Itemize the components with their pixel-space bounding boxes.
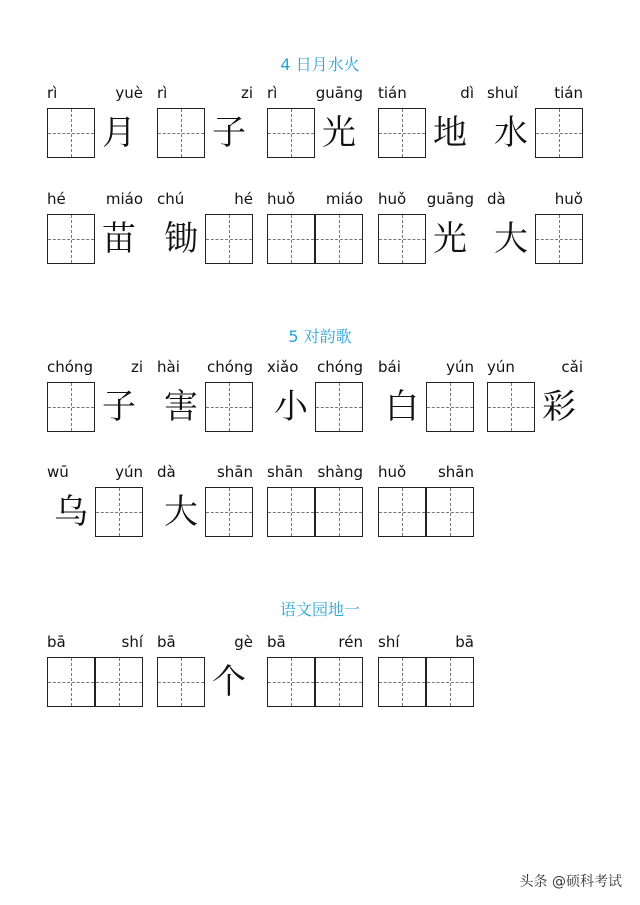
pinyin-label: cǎi <box>561 358 583 376</box>
pinyin-label: chú <box>157 190 185 208</box>
writing-grid-box[interactable] <box>315 487 363 537</box>
section-title: 语文园地一 <box>279 600 360 619</box>
writing-grid-box[interactable] <box>487 382 535 432</box>
pinyin-label: rén <box>338 633 363 651</box>
pinyin-label: bā <box>47 633 66 651</box>
pinyin-label: miáo <box>325 190 363 208</box>
pinyin-label: dà <box>487 190 506 208</box>
pinyin-label: shuǐ <box>487 84 518 102</box>
writing-grid-box[interactable] <box>267 108 315 158</box>
writing-grid-box[interactable] <box>205 214 253 264</box>
pinyin-label: shān <box>267 463 304 481</box>
writing-grid-box[interactable] <box>378 108 426 158</box>
pinyin-label: shàng <box>317 463 363 481</box>
writing-grid-box[interactable] <box>95 487 143 537</box>
pinyin-label: yún <box>487 358 515 376</box>
pinyin-label: hé <box>234 190 253 208</box>
pinyin-label: huǒ <box>267 190 296 208</box>
pinyin-label: xiǎo <box>267 358 299 376</box>
footer-watermark: 头条 @硕科考试 <box>519 874 622 890</box>
pinyin-label: bā <box>267 633 286 651</box>
pinyin-label: bái <box>378 358 401 376</box>
writing-grid-box[interactable] <box>157 657 205 707</box>
writing-grid-box[interactable] <box>315 214 363 264</box>
pinyin-label: chóng <box>47 358 93 376</box>
pinyin-label: huǒ <box>378 463 407 481</box>
pinyin-label: zi <box>130 358 143 376</box>
writing-grid-box[interactable] <box>315 382 363 432</box>
given-character: 彩 <box>542 387 576 427</box>
given-character: 白 <box>385 387 419 427</box>
pinyin-label: shān <box>216 463 253 481</box>
given-character: 地 <box>433 113 467 153</box>
pinyin-label: yún <box>115 463 143 481</box>
given-character: 苗 <box>102 219 136 259</box>
writing-grid-box[interactable] <box>267 214 315 264</box>
pinyin-label: shí <box>121 633 143 651</box>
pinyin-label: hài <box>157 358 180 376</box>
section-title: 4 日月水火 <box>280 55 360 74</box>
pinyin-label: shí <box>378 633 400 651</box>
pinyin-label: huǒ <box>554 190 583 208</box>
writing-grid-box[interactable] <box>535 214 583 264</box>
pinyin-label: chóng <box>317 358 363 376</box>
pinyin-label: yuè <box>115 84 143 102</box>
writing-grid-box[interactable] <box>157 108 205 158</box>
pinyin-label: wū <box>47 463 69 481</box>
section-title: 5 对韵歌 <box>288 327 352 346</box>
given-character: 大 <box>164 492 198 532</box>
writing-grid-box[interactable] <box>205 382 253 432</box>
given-character: 乌 <box>54 492 88 532</box>
pinyin-label: miáo <box>105 190 143 208</box>
pinyin-label: gè <box>234 633 253 651</box>
writing-grid-box[interactable] <box>378 657 426 707</box>
given-character: 小 <box>274 387 308 427</box>
writing-grid-box[interactable] <box>47 382 95 432</box>
pinyin-label: zi <box>240 84 253 102</box>
pinyin-label: dà <box>157 463 176 481</box>
writing-grid-box[interactable] <box>535 108 583 158</box>
given-character: 水 <box>494 113 528 153</box>
pinyin-label: tián <box>378 84 407 102</box>
given-character: 子 <box>102 387 136 427</box>
writing-grid-box[interactable] <box>378 214 426 264</box>
given-character: 大 <box>494 219 528 259</box>
pinyin-label: guāng <box>426 190 474 208</box>
writing-grid-box[interactable] <box>47 657 95 707</box>
pinyin-label: rì <box>47 84 58 102</box>
writing-grid-box[interactable] <box>267 657 315 707</box>
pinyin-label: chóng <box>207 358 253 376</box>
writing-grid-box[interactable] <box>95 657 143 707</box>
pinyin-label: rì <box>157 84 168 102</box>
given-character: 个 <box>212 662 246 702</box>
pinyin-label: huǒ <box>378 190 407 208</box>
pinyin-label: shān <box>437 463 474 481</box>
pinyin-label: dì <box>460 84 474 102</box>
given-character: 光 <box>322 113 356 153</box>
given-character: 光 <box>433 219 467 259</box>
pinyin-label: bā <box>157 633 176 651</box>
writing-grid-box[interactable] <box>426 657 474 707</box>
writing-grid-box[interactable] <box>47 214 95 264</box>
pinyin-label: rì <box>267 84 278 102</box>
given-character: 子 <box>212 113 246 153</box>
writing-grid-box[interactable] <box>315 657 363 707</box>
writing-grid-box[interactable] <box>378 487 426 537</box>
pinyin-label: guāng <box>315 84 363 102</box>
given-character: 害 <box>164 387 198 427</box>
pinyin-label: yún <box>446 358 474 376</box>
pinyin-label: hé <box>47 190 66 208</box>
given-character: 锄 <box>164 219 198 259</box>
pinyin-label: bā <box>455 633 474 651</box>
writing-grid-box[interactable] <box>267 487 315 537</box>
writing-grid-box[interactable] <box>47 108 95 158</box>
writing-grid-box[interactable] <box>426 487 474 537</box>
writing-grid-box[interactable] <box>426 382 474 432</box>
writing-grid-box[interactable] <box>205 487 253 537</box>
pinyin-label: tián <box>554 84 583 102</box>
given-character: 月 <box>102 113 136 153</box>
